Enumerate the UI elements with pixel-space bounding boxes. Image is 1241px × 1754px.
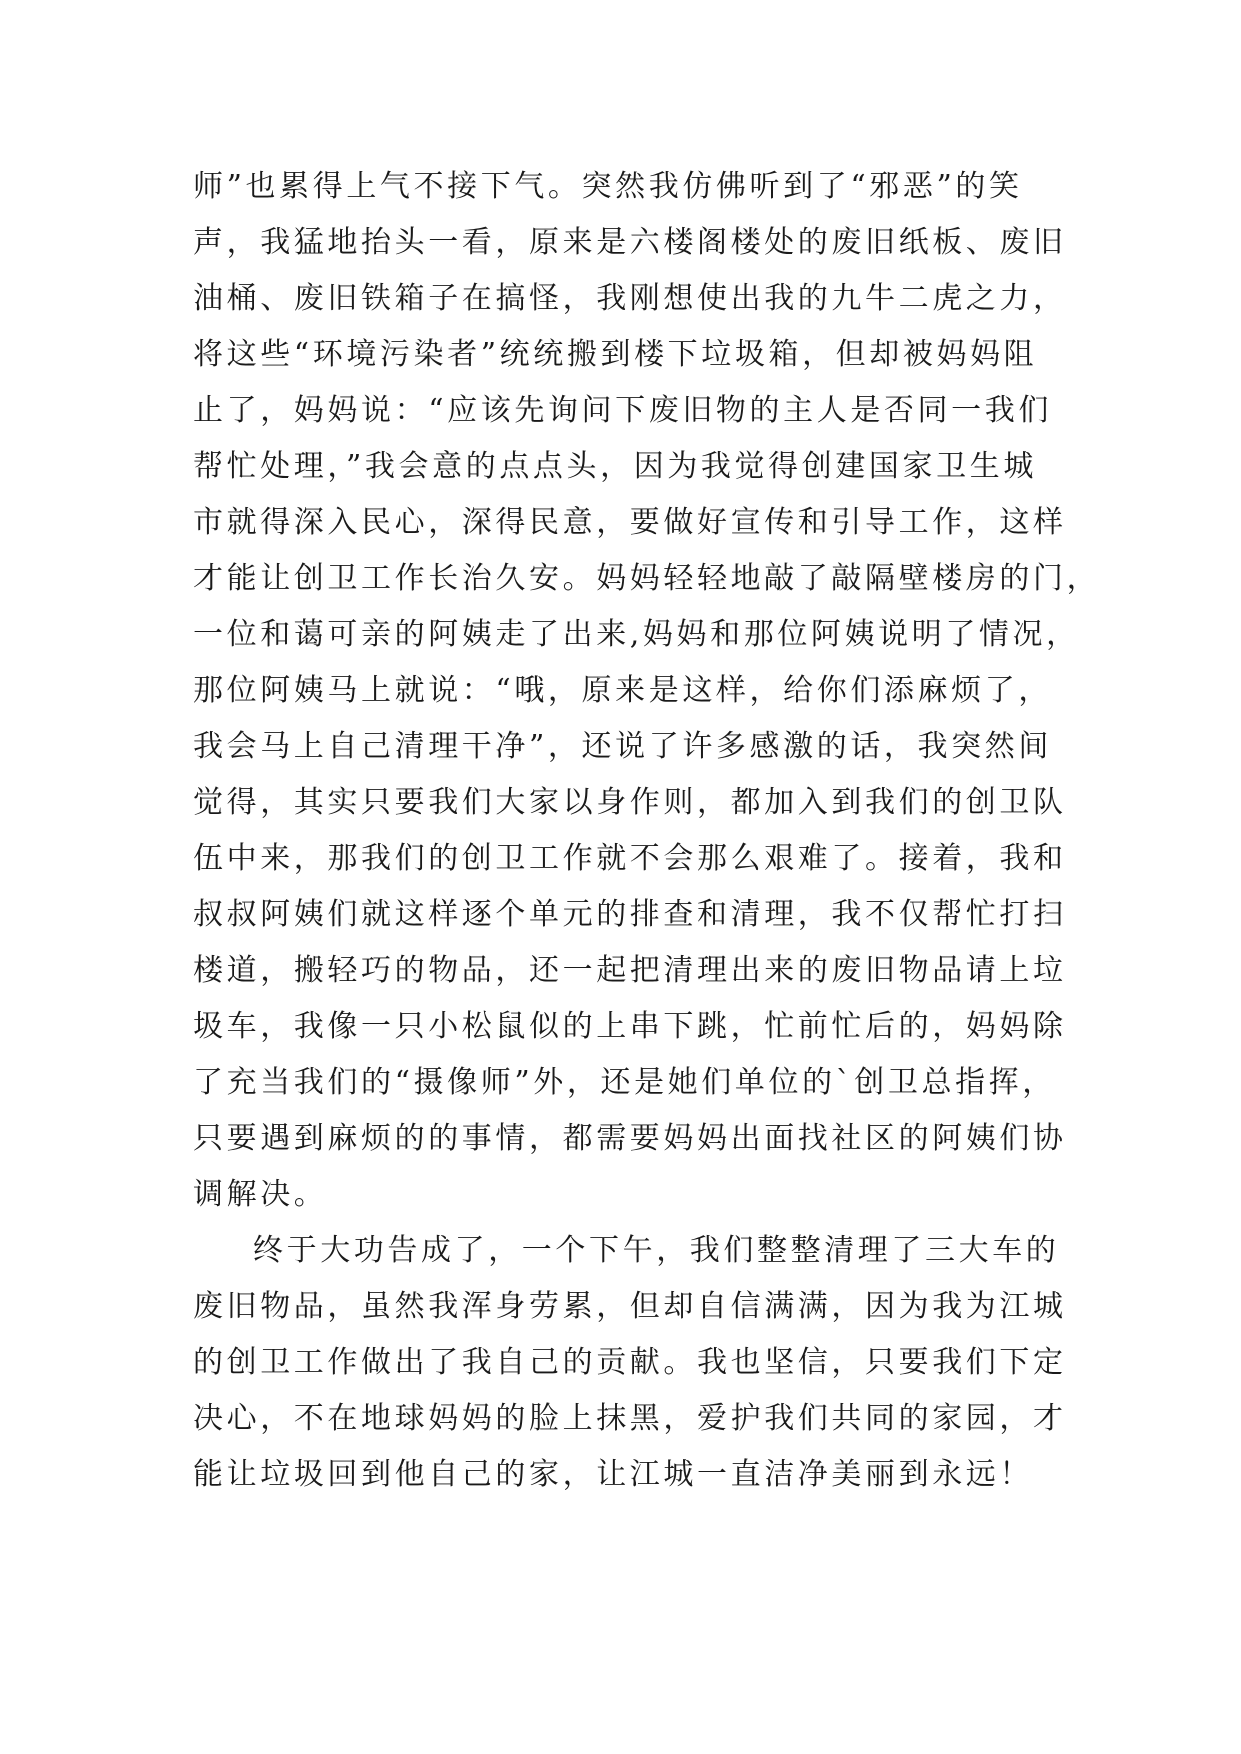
paragraph — [193, 159, 1101, 1223]
text-line: 觉得，其实只要我们大家以身作则，都加入到我们的创卫队 — [193, 785, 1067, 820]
text-line: 决心，不在地球妈妈的脸上抹黑，爱护我们共同的家园，才 — [193, 1401, 1067, 1436]
text-line: 楼道，搬轻巧的物品，还一起把清理出来的废旧物品请上垃 — [193, 953, 1067, 988]
text-line: 叔叔阿姨们就这样逐个单元的排查和清理，我不仅帮忙打扫 — [193, 897, 1067, 932]
text-line: 调解决。 — [193, 1177, 328, 1212]
text-line: 圾车，我像一只小松鼠似的上串下跳，忙前忙后的，妈妈除 — [193, 1009, 1067, 1044]
text-line: 伍中来，那我们的创卫工作就不会那么艰难了。接着，我和 — [193, 841, 1067, 876]
paragraph — [193, 1223, 1073, 1503]
text-line: 声，我猛地抬头一看，原来是六楼阁楼处的废旧纸板、废旧 — [193, 225, 1067, 260]
text-line: 师”也累得上气不接下气。突然我仿佛听到了“邪恶”的笑 — [193, 169, 1023, 204]
text-line: 能让垃圾回到他自己的家，让江城一直洁净美丽到永远！ — [193, 1457, 1033, 1492]
text-line: 那位阿姨马上就说：“哦，原来是这样，给你们添麻烦了， — [193, 673, 1052, 708]
text-line: 帮忙处理，”我会意的点点头，因为我觉得创建国家卫生城 — [193, 449, 1037, 484]
text-line: 止了，妈妈说：“应该先询问下废旧物的主人是否同一我们 — [193, 393, 1052, 428]
document-body — [193, 159, 1101, 1503]
text-line: 终于大功告成了，一个下午，我们整整清理了三大车的 — [253, 1233, 1060, 1268]
text-line: 了充当我们的“摄像师”外，还是她们单位的`创卫总指挥， — [193, 1065, 1056, 1100]
text-line: 才能让创卫工作长治久安。妈妈轻轻地敲了敲隔壁楼房的门， — [193, 561, 1101, 596]
text-line: 只要遇到麻烦的的事情，都需要妈妈出面找社区的阿姨们协 — [193, 1121, 1067, 1156]
text-line: 一位和蔼可亲的阿姨走了出来,妈妈和那位阿姨说明了情况， — [193, 617, 1080, 652]
text-line: 的创卫工作做出了我自己的贡献。我也坚信，只要我们下定 — [193, 1345, 1067, 1380]
text-line: 市就得深入民心，深得民意，要做好宣传和引导工作，这样 — [193, 505, 1067, 540]
text-line: 废旧物品，虽然我浑身劳累，但却自信满满，因为我为江城 — [193, 1289, 1067, 1324]
text-line: 将这些“环境污染者”统统搬到楼下垃圾箱，但却被妈妈阻 — [193, 337, 1038, 372]
text-line: 油桶、废旧铁箱子在搞怪，我刚想使出我的九牛二虎之力， — [193, 281, 1067, 316]
text-line: 我会马上自己清理干净”，还说了许多感激的话，我突然间 — [193, 729, 1052, 764]
